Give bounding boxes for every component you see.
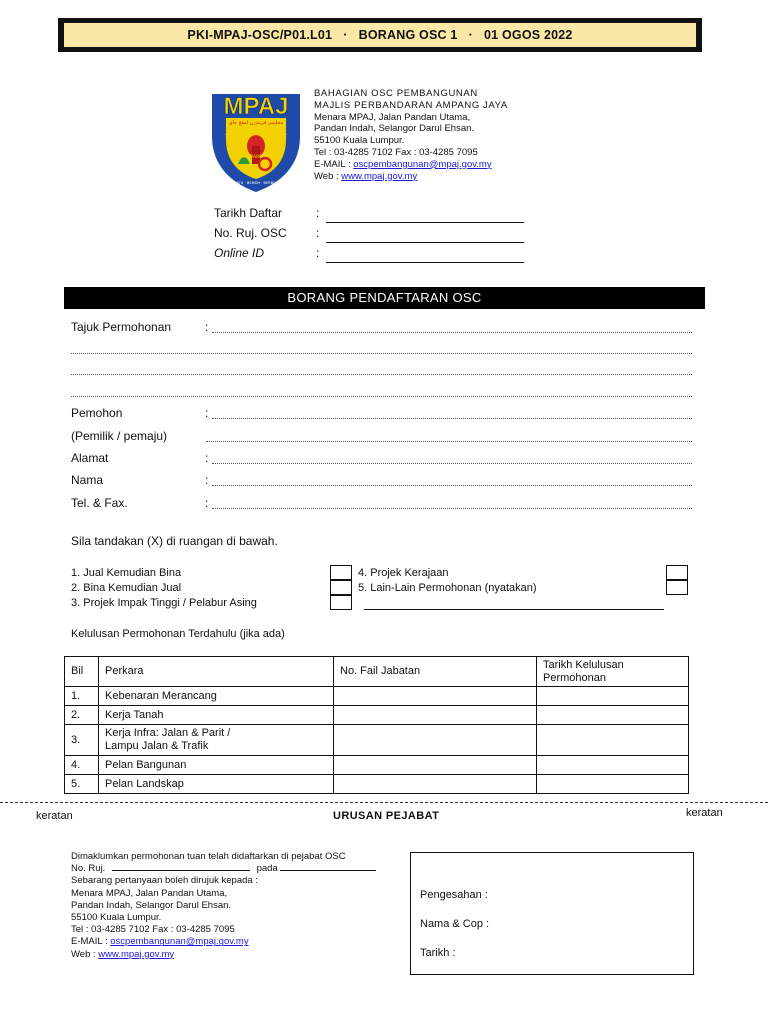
colon: : bbox=[205, 406, 209, 420]
header-bar bbox=[64, 23, 696, 47]
no-ruj-osc-field[interactable] bbox=[326, 242, 524, 243]
checkbox-lain-lain[interactable] bbox=[666, 580, 688, 595]
nama-cop-label: Nama & Cop : bbox=[420, 918, 490, 930]
previous-approval-heading: Kelulusan Permohonan Terdahulu (jika ada) bbox=[71, 628, 285, 640]
instruction-text: Sila tandakan (X) di ruangan di bawah. bbox=[71, 534, 278, 548]
notice-web-row: Web : www.mpaj.gov.my bbox=[71, 948, 175, 960]
notice-date-field[interactable] bbox=[280, 870, 376, 871]
registration-notice bbox=[71, 851, 376, 961]
tarikh-daftar-field[interactable] bbox=[326, 222, 524, 223]
form-ref-code: PKI-MPAJ-OSC/P01.L01 bbox=[187, 28, 333, 42]
tel-fax-field[interactable] bbox=[212, 508, 692, 509]
tarikh-label: Tarikh : bbox=[420, 947, 456, 959]
notice-phone-fax: Tel : 03-4285 7102 Fax : 03-4285 7095 bbox=[71, 924, 235, 936]
col-perkara: Perkara bbox=[99, 657, 334, 687]
tajuk-permohonan-label: Tajuk Permohonan bbox=[71, 320, 172, 334]
tajuk-permohonan-line[interactable] bbox=[71, 374, 692, 375]
tajuk-permohonan-field[interactable] bbox=[212, 332, 692, 333]
col-no-fail: No. Fail Jabatan bbox=[334, 657, 537, 687]
colon: : bbox=[205, 451, 209, 465]
org-email-row: E-MAIL : oscpembangunan@mpaj.gov.my bbox=[314, 158, 492, 170]
checkbox-projek-impak-tinggi[interactable] bbox=[330, 595, 352, 610]
no-ruj-osc-label: No. Ruj. OSC bbox=[214, 226, 287, 240]
notice-line: Pandan Indah, Selangor Darul Ehsan. bbox=[71, 899, 232, 911]
urusan-pejabat-title: URUSAN PEJABAT bbox=[333, 810, 440, 822]
pemilik-pemaju-label: (Pemilik / pemaju) bbox=[71, 429, 168, 443]
option-bina-kemudian-jual: 2. Bina Kemudian Jual bbox=[71, 582, 182, 594]
table-row: 4. Pelan Bangunan bbox=[65, 756, 689, 775]
table-row: 1. Kebenaran Merancang bbox=[65, 687, 689, 706]
keratan-left: keratan bbox=[36, 810, 73, 822]
colon: : bbox=[316, 206, 320, 220]
org-web-row: Web : www.mpaj.gov.my bbox=[314, 170, 418, 182]
logo-letters: MPAJ bbox=[223, 93, 289, 120]
logo-motto: BERSATU · BERSIH · BERBUDAYA bbox=[226, 181, 286, 185]
no-fail-cell[interactable] bbox=[334, 706, 537, 725]
org-address-line: 55100 Kuala Lumpur. bbox=[314, 135, 405, 147]
logo-ring-text: MAJLIS PERBANDARAN AMPANG JAYA bbox=[223, 133, 289, 161]
table-row: 3. Kerja Infra: Jalan & Parit / Lampu Jalan & Trafik bbox=[65, 725, 689, 756]
org-department: BAHAGIAN OSC PEMBANGUNAN bbox=[314, 88, 478, 99]
notice-noruj-field[interactable] bbox=[112, 870, 250, 871]
header-separator: · bbox=[468, 28, 473, 42]
pemohon-label: Pemohon bbox=[71, 406, 123, 420]
colon: : bbox=[205, 496, 209, 510]
org-web-link[interactable]: www.mpaj.gov.my bbox=[341, 170, 418, 182]
tajuk-permohonan-line[interactable] bbox=[71, 396, 692, 397]
org-address-line: Pandan Indah, Selangor Darul Ehsan. bbox=[314, 123, 475, 135]
form-date: 01 OGOS 2022 bbox=[484, 28, 573, 42]
pemilik-pemaju-field[interactable] bbox=[206, 441, 692, 442]
form-title: BORANG PENDAFTARAN OSC bbox=[64, 287, 705, 309]
notice-email-row: E-MAIL : oscpembangunan@mpaj.gov.my bbox=[71, 936, 249, 948]
org-council: MAJLIS PERBANDARAN AMPANG JAYA bbox=[314, 99, 508, 111]
alamat-field[interactable] bbox=[212, 463, 692, 464]
colon: : bbox=[316, 246, 320, 260]
no-fail-cell[interactable] bbox=[334, 756, 537, 775]
org-address-line: Menara MPAJ, Jalan Pandan Utama, bbox=[314, 111, 471, 123]
org-address bbox=[314, 88, 508, 182]
alamat-label: Alamat bbox=[71, 451, 109, 465]
tarikh-cell[interactable] bbox=[537, 756, 689, 775]
previous-approval-table bbox=[64, 656, 689, 794]
nama-label: Nama bbox=[71, 473, 104, 487]
tarikh-cell[interactable] bbox=[537, 725, 689, 756]
org-phone-fax: Tel : 03-4285 7102 Fax : 03-4285 7095 bbox=[314, 146, 478, 158]
cut-line bbox=[0, 802, 768, 803]
tarikh-cell[interactable] bbox=[537, 775, 689, 794]
tarikh-daftar-label: Tarikh Daftar bbox=[214, 206, 283, 220]
notice-web-link[interactable]: www.mpaj.gov.my bbox=[98, 948, 175, 960]
checkbox-jual-kemudian-bina[interactable] bbox=[330, 565, 352, 580]
tarikh-cell[interactable] bbox=[537, 706, 689, 725]
lain-lain-specify-field[interactable] bbox=[364, 609, 664, 610]
table-row: 5. Pelan Landskap bbox=[65, 775, 689, 794]
notice-line: Dimaklumkan permohonan tuan telah didaftarkan di pejabat OSC bbox=[71, 851, 346, 862]
colon: : bbox=[205, 473, 209, 487]
col-tarikh-kelulusan: Tarikh Kelulusan Permohonan bbox=[537, 657, 689, 687]
logo-jawi: مجليس ڤربندرن امڤڠ جاي bbox=[228, 120, 284, 126]
colon: : bbox=[316, 226, 320, 240]
online-id-label: Online ID bbox=[214, 246, 265, 260]
notice-ref-row: No. Ruj. pada bbox=[71, 863, 376, 875]
checkbox-projek-kerajaan[interactable] bbox=[666, 565, 688, 580]
no-fail-cell[interactable] bbox=[334, 687, 537, 706]
checkbox-bina-kemudian-jual[interactable] bbox=[330, 580, 352, 595]
mpaj-logo bbox=[208, 84, 304, 194]
table-row: 2. Kerja Tanah bbox=[65, 706, 689, 725]
header-separator: · bbox=[343, 28, 348, 42]
option-lain-lain: 5. Lain-Lain Permohonan (nyatakan) bbox=[358, 582, 537, 594]
colon: : bbox=[205, 320, 209, 334]
no-fail-cell[interactable] bbox=[334, 775, 537, 794]
online-id-field[interactable] bbox=[326, 262, 524, 263]
option-projek-kerajaan: 4. Projek Kerajaan bbox=[358, 567, 449, 579]
pemohon-field[interactable] bbox=[212, 418, 692, 419]
tarikh-cell[interactable] bbox=[537, 687, 689, 706]
org-email-link[interactable]: oscpembangunan@mpaj.gov.my bbox=[353, 158, 492, 170]
option-projek-impak-tinggi: 3. Projek Impak Tinggi / Pelabur Asing bbox=[71, 597, 257, 609]
tajuk-permohonan-line[interactable] bbox=[71, 353, 692, 354]
notice-line: Menara MPAJ, Jalan Pandan Utama, bbox=[71, 887, 228, 899]
option-jual-kemudian-bina: 1. Jual Kemudian Bina bbox=[71, 567, 182, 579]
pengesahan-label: Pengesahan : bbox=[420, 889, 488, 901]
notice-line: 55100 Kuala Lumpur. bbox=[71, 912, 162, 924]
no-fail-cell[interactable] bbox=[334, 725, 537, 756]
form-code: BORANG OSC 1 bbox=[358, 28, 458, 42]
col-bil: Bil bbox=[65, 657, 99, 687]
nama-field[interactable] bbox=[212, 485, 692, 486]
notice-line: Sebarang pertanyaan boleh dirujuk kepada : bbox=[71, 875, 258, 887]
keratan-right: keratan bbox=[686, 807, 723, 819]
table-header-row bbox=[65, 657, 689, 687]
notice-email-link[interactable]: oscpembangunan@mpaj.gov.my bbox=[110, 936, 249, 948]
tel-fax-label: Tel. & Fax. bbox=[71, 496, 128, 510]
